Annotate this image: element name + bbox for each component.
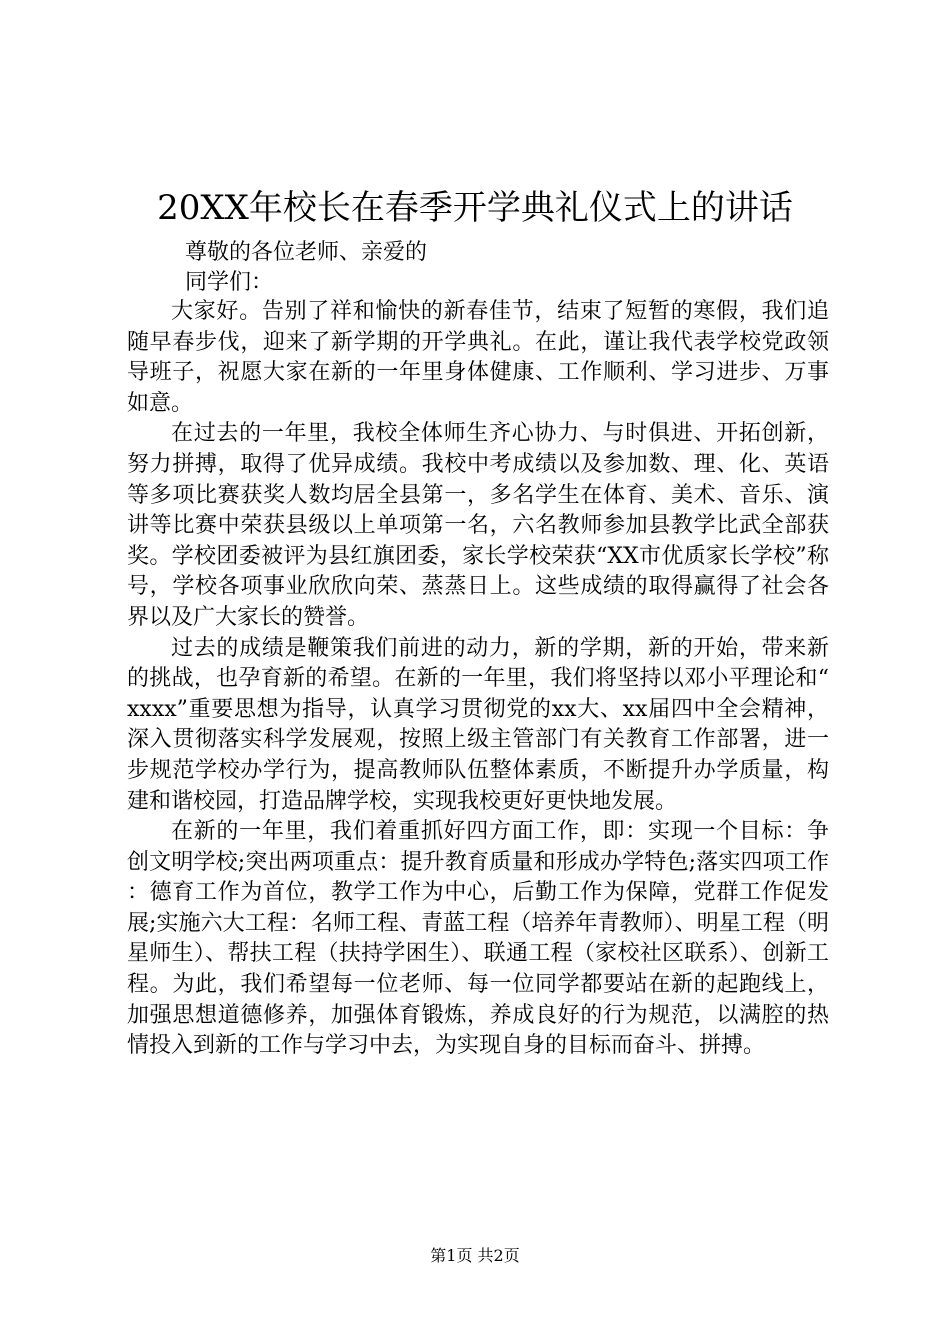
salutation-line-1: 尊敬的各位老师、亲爱的 [185, 240, 428, 265]
paragraph-new-semester: 过去的成绩是鞭策我们前进的动力，新的学期，新的开始，带来新的挑战，也孕育新的希望。在新的一年里，我们将坚持以邓小平理论和“xxxx”重要思想为指导，认真学习贯彻党的xx大、xx届四中全会精神，深入贯彻落实科学发展观，按照上级主管部门有关教育工作部署，进一步规范学校办学行为，提高教师队伍整体素质，不断提升办学质量，构建和谐校园，打造品牌学校，实现我校更好更快地发展。 [127, 635, 829, 814]
paragraph-greeting: 大家好。告别了祥和愉快的新春佳节，结束了短暂的寒假，我们追随早春步伐，迎来了新学期的开学典礼。在此，谨让我代表学校党政领导班子，祝愿大家在新的一年里身体健康、工作顺利、学习进步、万事如意。 [127, 299, 829, 416]
document-body [127, 297, 829, 1062]
page-indicator: 第1页 共2页 [430, 1246, 520, 1265]
paragraph-achievements: 在过去的一年里，我校全体师生齐心协力、与时俱进、开拓创新，努力拼搏，取得了优异成绩。我校中考成绩以及参加数、理、化、英语等多项比赛获奖人数均居全县第一，多名学生在体育、美术、音乐、演讲等比赛中荣获县级以上单项第一名，六名教师参加县教学比武全部获奖。学校团委被评为县红旗团委，家长学校荣获“XX市优质家长学校”称号，学校各项事业欣欣向荣、蒸蒸日上。这些成绩的取得赢得了社会各界以及广大家长的赞誉。 [127, 421, 829, 630]
paragraph-work-plan: 在新的一年里，我们着重抓好四方面工作，即：实现一个目标：争创文明学校;突出两项重点：提升教育质量和形成办学特色;落实四项工作：德育工作为首位，教学工作为中心，后勤工作为保障，党群工作促发展;实施六大工程：名师工程、青蓝工程（培养年青教师）、明星工程（明星师生）、帮扶工程（扶持学困生）、联通工程（家校社区联系）、创新工程。为此，我们希望每一位老师、每一位同学都要站在新的起跑线上，加强思想道德修养，加强体育锻炼，养成良好的行为规范，以满腔的热情投入到新的工作与学习中去，为实现自身的目标而奋斗、拼搏。 [127, 819, 829, 1059]
document-title: 20XX年校长在春季开学典礼仪式上的讲话 [157, 188, 793, 228]
salutation-line-2: 同学们： [185, 270, 274, 295]
